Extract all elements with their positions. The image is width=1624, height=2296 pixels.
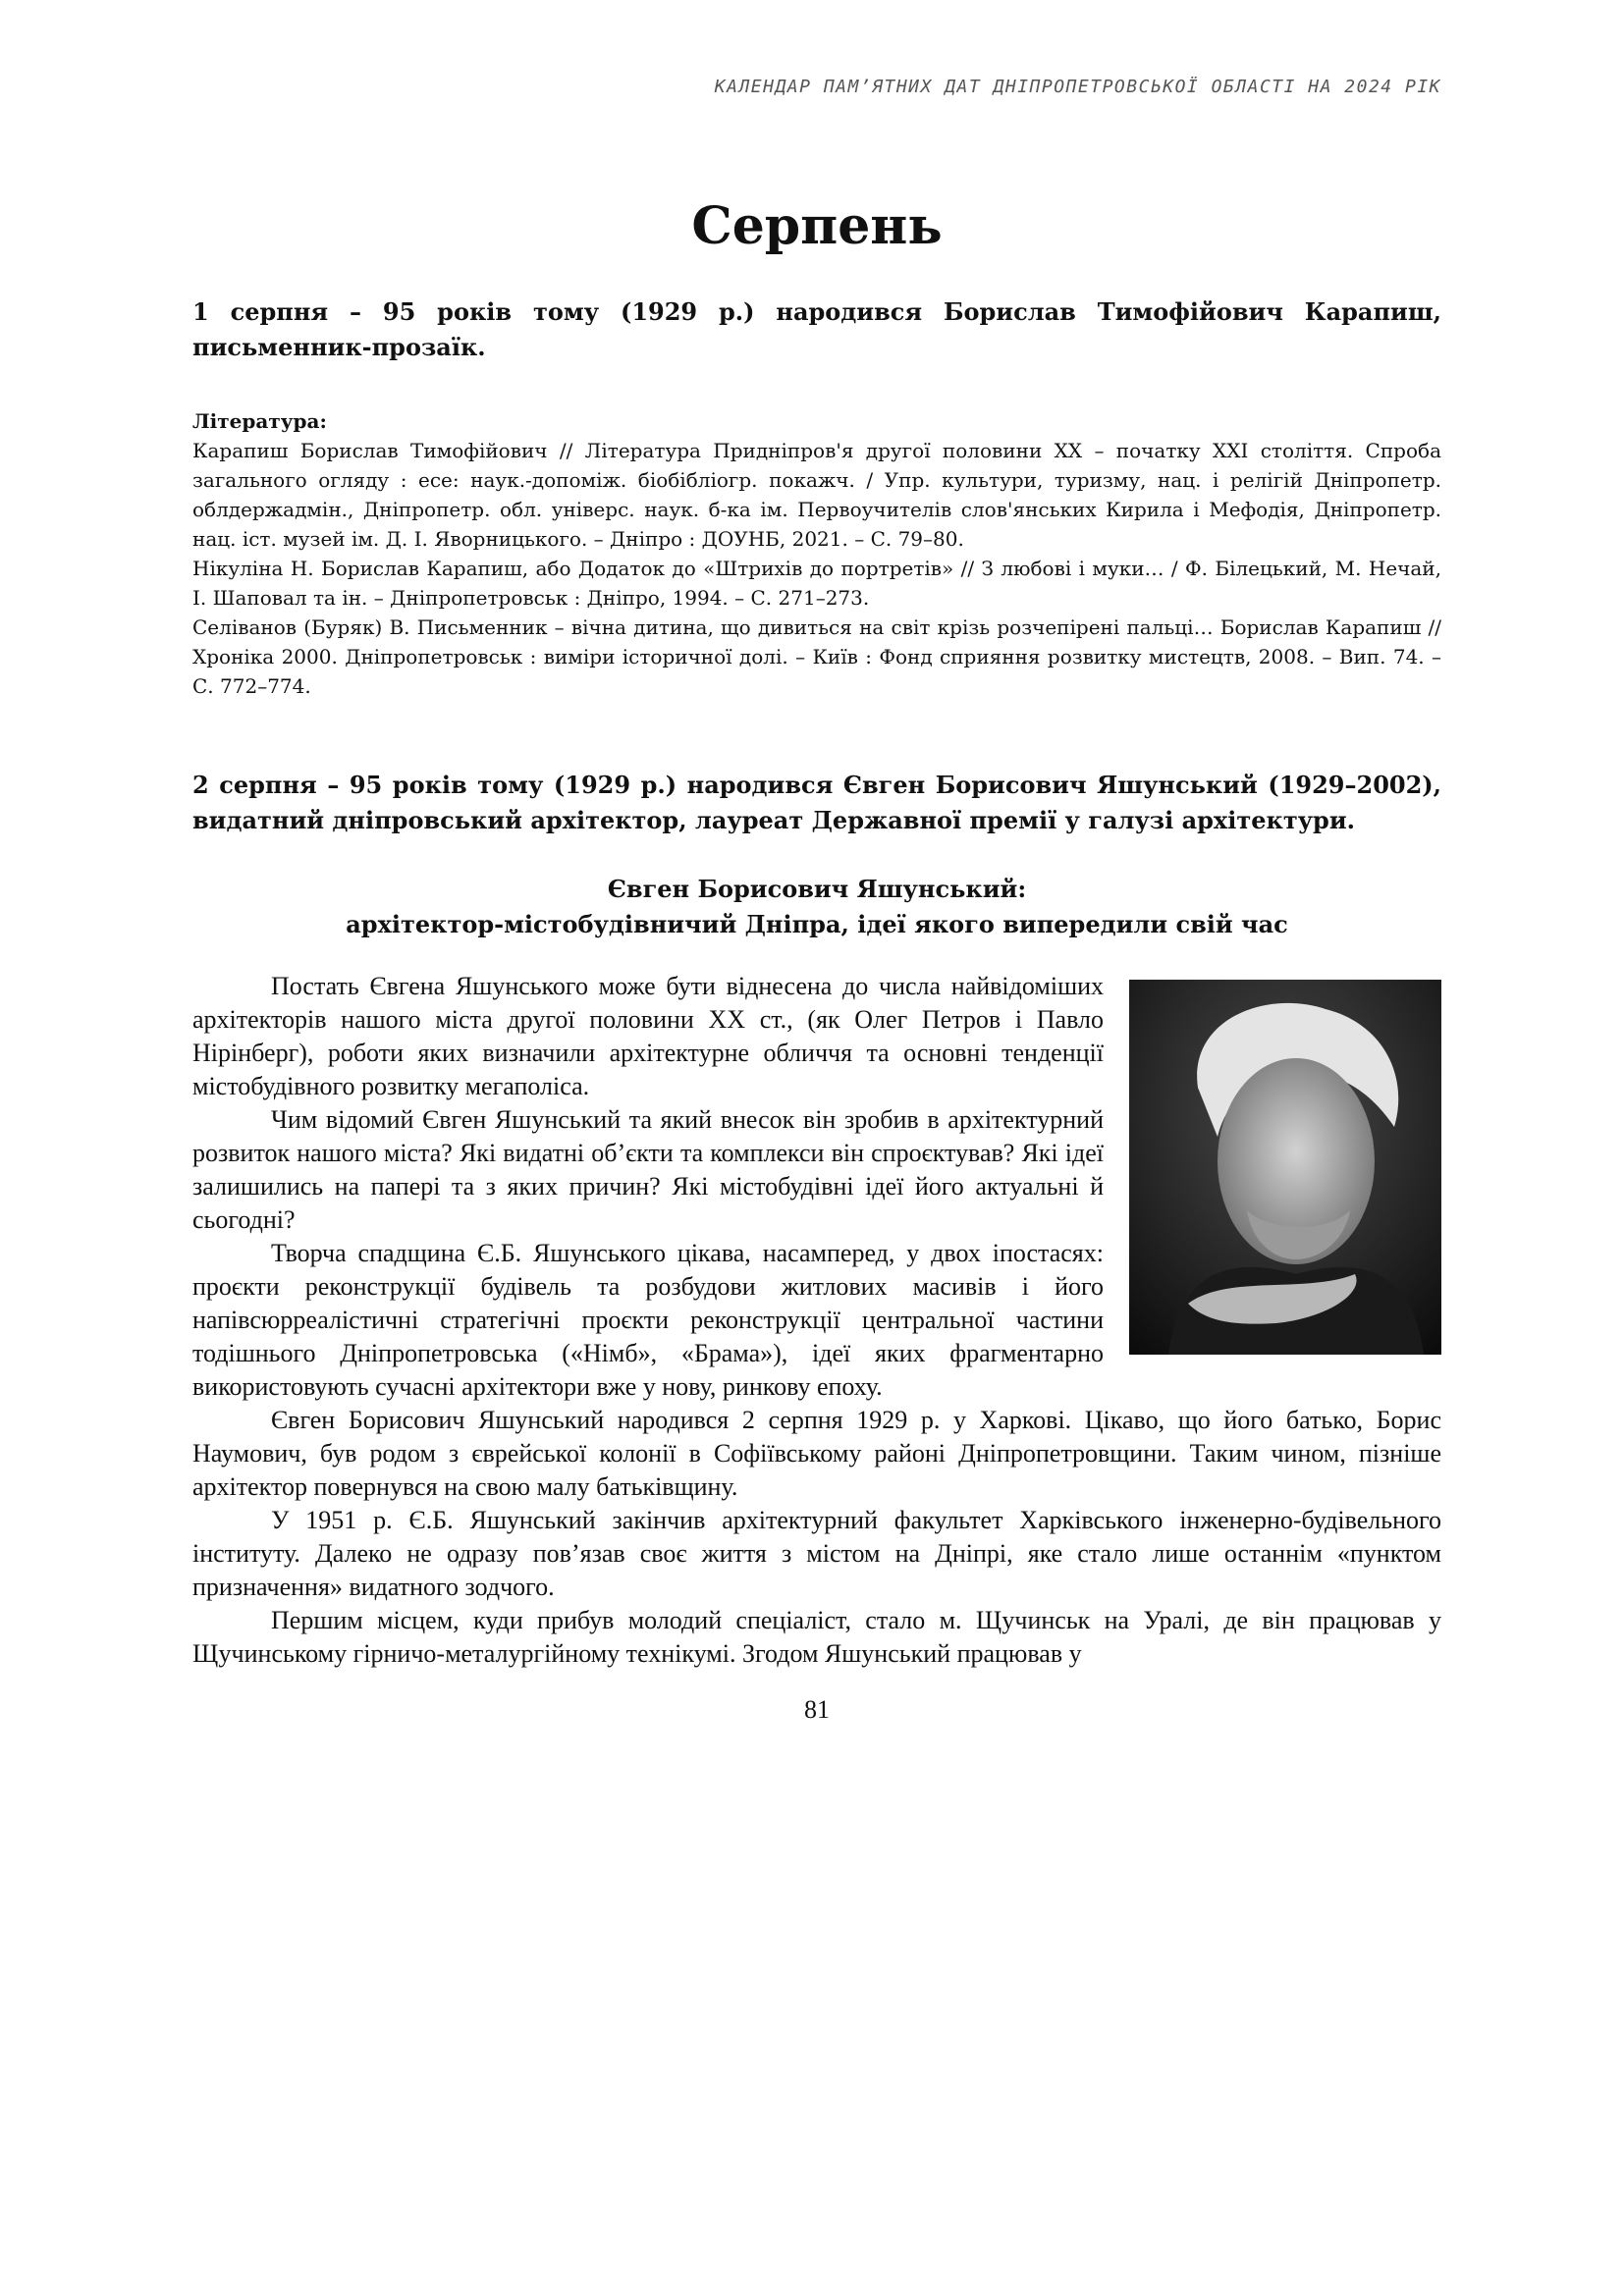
entry-heading: 1 серпня – 95 років тому (1929 р.) народився Борислав Тимофійович Карапиш, письменник-прозаїк. [192,297,1441,361]
article-paragraph: Творча спадщина Є.Б. Яшунського цікава, насамперед, у двох іпостасях: проєкти реконструкції будівель та розбудови житлових масивів і його напівсюрреалістичні стратегічні проєкти реконструкції центральної частини тодішнього Дніпропетровська («Німб», «Брама»), ідеї яких фрагментарно використовують сучасні архітектори вже у нову, ринкову епоху. [192,1239,1104,1401]
article-body [192,970,1441,1671]
article-paragraph: Чим відомий Євген Яшунський та який внесок він зробив в архітектурний розвиток нашого міста? Які видатні об’єкти та комплекси він спроєктував? Які ідеї залишились на папері та з яких причин? Які містобудівні ідеї його актуальні й сьогодні? [192,1105,1104,1234]
literature-label: Література: [192,409,327,433]
literature-item: Селіванов (Буряк) В. Письменник – вічна дитина, що дивиться на світ крізь розчепірені пальці… Борислав Карапиш // Хроніка 2000. Дніпропетровськ : виміри історичної долі. – Київ : Фонд сприяння розвитку мистецтв, 2008. – Вип. 74. – С. 772–774. [192,615,1441,698]
entry-yashunsky [192,768,1441,838]
article-paragraph: Першим місцем, куди прибув молодий спеціаліст, стало м. Щучинськ на Уралі, де він працював у Щучинському гірничо-металургійному технікумі. Згодом Яшунський працював у [192,1606,1441,1668]
entry-karapysh [192,294,1441,365]
literature-section [192,406,1441,701]
article-paragraph: Постать Євгена Яшунського може бути віднесена до числа найвідоміших архітекторів нашого міста другої половини ХХ ст., (як Олег Петров і Павло Нірінберг), роботи яких визначили архітектурне обличчя та основні тенденції містобудівного розвитку мегаполіса. [192,972,1104,1100]
entry-heading: 2 серпня – 95 років тому (1929 р.) народився Євген Борисович Яшунський (1929–2002), видатний дніпровський архітектор, лауреат Державної премії у галузі архітектури. [192,771,1441,834]
article-paragraph: У 1951 р. Є.Б. Яшунський закінчив архітектурний факультет Харківського інженерно-будівельного інституту. Далеко не одразу пов’язав своє життя з містом на Дніпрі, яке стало лише останнім «пунктом призначення» видатного зодчого. [192,1506,1441,1601]
article-paragraph: Євген Борисович Яшунський народився 2 серпня 1929 р. у Харкові. Цікаво, що його батько, Борис Наумович, був родом з єврейської колонії в Софіївському районі Дніпропетровщини. Таким чином, пізніше архітектор повернувся на свою малу батьківщину. [192,1406,1441,1501]
month-title: Серпень [691,196,943,256]
article-title [192,872,1441,942]
article-title-line: архітектор-містобудівничий Дніпра, ідеї якого випередили свій час [346,910,1288,938]
literature-item: Нікуліна Н. Борислав Карапиш, або Додаток до «Штрихів до портретів» // З любові і муки… / Ф. Білецький, М. Нечай, І. Шаповал та ін. – Дніпропетровськ : Дніпро, 1994. – С. 271–273. [192,557,1441,610]
article-title-line: Євген Борисович Яшунський: [607,875,1027,903]
literature-item: Карапиш Борислав Тимофійович // Література Придніпров'я другої половини XX – початку XXI століття. Спроба загального огляду : есе: наук.-допоміж. біобібліогр. покажч. / Упр. культури, туризму, нац. і релігій Дніпропетр. облдержадмін., Дніпропетр. обл. універс. наук. б-ка ім. Первоучителів слов'янських Кирила і Мефодія, Дніпропетр. нац. іст. музей ім. Д. І. Яворницького. – Дніпро : ДОУНБ, 2021. – С. 79–80. [192,439,1441,551]
running-header: КАЛЕНДАР ПАМ’ЯТНИХ ДАТ ДНІПРОПЕТРОВСЬКОЇ ОБЛАСТІ НА 2024 РІК [714,77,1441,97]
portrait-photo [1129,980,1441,1355]
page-number: 81 [804,1695,830,1724]
